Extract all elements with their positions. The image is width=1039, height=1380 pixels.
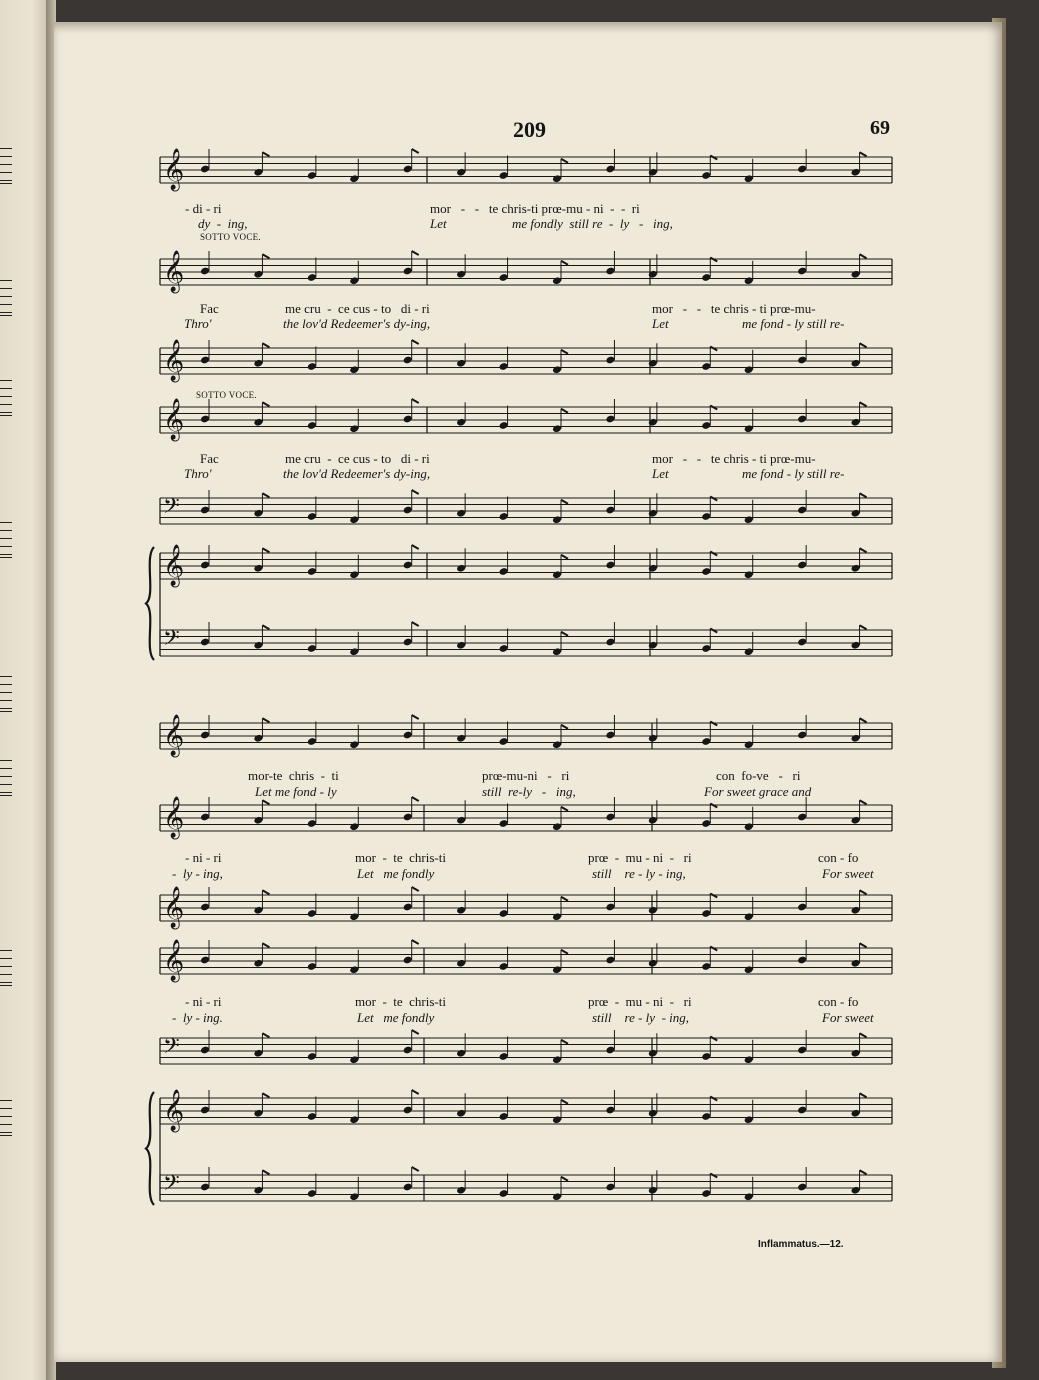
note-flag xyxy=(561,409,568,413)
lyric-english: the lov'd Redeemer's dy-ing, xyxy=(283,316,431,331)
note-flag xyxy=(262,1033,269,1037)
note-flag xyxy=(561,632,568,636)
note-flag xyxy=(412,251,419,255)
lyric-latin: Fac xyxy=(200,301,219,316)
note-flag xyxy=(561,1100,568,1104)
lyric-english: dy - ing, xyxy=(198,216,248,231)
note-flag xyxy=(412,715,419,719)
dynamic-marking: SOTTO VOCE. xyxy=(200,232,261,242)
note-flag xyxy=(561,1040,568,1044)
treble-clef-icon: 𝄞 xyxy=(163,940,185,981)
dynamic-marking: SOTTO VOCE. xyxy=(196,390,257,400)
lyric-latin: prœ - mu - ni - ri xyxy=(588,994,692,1009)
note-flag xyxy=(561,807,568,811)
note-flag xyxy=(561,350,568,354)
note-flag xyxy=(262,402,269,406)
note-flag xyxy=(412,340,419,344)
lyric-latin: prœ - mu - ni - ri xyxy=(588,850,692,865)
treble-clef-icon: 𝄞 xyxy=(163,797,185,838)
lyric-english: For sweet xyxy=(822,1010,874,1025)
note-flag xyxy=(262,800,269,804)
bass-clef-icon: 𝄢 xyxy=(163,1171,180,1201)
lyric-english: Let me fondly xyxy=(357,1010,435,1025)
note-flag xyxy=(262,625,269,629)
note-flag xyxy=(860,152,867,156)
bass-clef-icon: 𝄢 xyxy=(163,626,180,656)
lyric-english: still re-ly - ing, xyxy=(482,784,576,799)
lyric-latin: con - fo xyxy=(818,850,859,865)
lyric-latin: - di - ri xyxy=(185,201,222,216)
lyric-english: Let me fond - ly xyxy=(255,784,337,799)
lyric-latin: mor - te chris-ti xyxy=(355,850,446,865)
lyric-english: Let me fondly xyxy=(357,866,435,881)
lyric-english: Thro' xyxy=(184,466,212,481)
lyric-latin: mor - - te chris - ti prœ-mu- xyxy=(652,301,816,316)
note-flag xyxy=(412,887,419,891)
note-flag xyxy=(262,493,269,497)
note-flag xyxy=(412,490,419,494)
treble-clef-icon: 𝄞 xyxy=(163,251,185,292)
note-flag xyxy=(412,399,419,403)
note-flag xyxy=(860,718,867,722)
note-flag xyxy=(412,1167,419,1171)
note-flag xyxy=(860,1170,867,1174)
note-flag xyxy=(561,1177,568,1181)
treble-clef-icon: 𝄞 xyxy=(163,715,185,756)
note-flag xyxy=(412,622,419,626)
brace xyxy=(146,1092,154,1205)
note-flag xyxy=(860,625,867,629)
lyric-latin: mor - te chris-ti xyxy=(355,994,446,1009)
note-flag xyxy=(561,950,568,954)
bass-clef-icon: 𝄢 xyxy=(163,1034,180,1064)
lyric-english: me fond - ly still re- xyxy=(742,466,845,481)
note-flag xyxy=(860,343,867,347)
lyric-latin: mor - - te chris - ti prœ-mu- xyxy=(652,451,816,466)
lyric-english: me fondly still re - ly - ing, xyxy=(512,216,673,231)
lyric-english: me fond - ly still re- xyxy=(742,316,845,331)
note-flag xyxy=(262,890,269,894)
note-flag xyxy=(561,555,568,559)
treble-clef-icon: 𝄞 xyxy=(163,545,185,586)
lyric-english: still re - ly - ing, xyxy=(592,1010,690,1025)
note-flag xyxy=(262,152,269,156)
lyric-latin: me cru - ce cus - to di - ri xyxy=(285,301,430,316)
note-flag xyxy=(262,718,269,722)
note-flag xyxy=(860,254,867,258)
bass-clef-icon: 𝄢 xyxy=(163,494,180,524)
lyric-latin: con fo-ve - ri xyxy=(716,768,801,783)
lyric-english: Thro' xyxy=(184,316,212,331)
note-flag xyxy=(412,1090,419,1094)
lyric-english: Let xyxy=(652,316,669,331)
note-flag xyxy=(262,343,269,347)
treble-clef-icon: 𝄞 xyxy=(163,1090,185,1131)
lyric-english: - ly - ing, xyxy=(172,866,223,881)
treble-clef-icon: 𝄞 xyxy=(163,887,185,928)
lyric-latin: con - fo xyxy=(818,994,859,1009)
treble-clef-icon: 𝄞 xyxy=(163,399,185,440)
note-flag xyxy=(860,943,867,947)
lyric-english: Let xyxy=(430,216,447,231)
lyric-latin: mor-te chris - ti xyxy=(248,768,339,783)
note-flag xyxy=(860,890,867,894)
note-flag xyxy=(561,159,568,163)
lyric-latin: - ni - ri xyxy=(185,994,222,1009)
note-flag xyxy=(860,548,867,552)
note-flag xyxy=(412,149,419,153)
note-flag xyxy=(412,1030,419,1034)
note-flag xyxy=(860,1033,867,1037)
lyric-latin: prœ-mu-ni - ri xyxy=(482,768,570,783)
note-flag xyxy=(860,402,867,406)
lyric-english: the lov'd Redeemer's dy-ing, xyxy=(283,466,431,481)
note-flag xyxy=(860,1093,867,1097)
note-flag xyxy=(262,1170,269,1174)
note-flag xyxy=(262,943,269,947)
lyric-latin: Fac xyxy=(200,451,219,466)
lyric-english: still re - ly - ing, xyxy=(592,866,686,881)
brace xyxy=(146,547,154,660)
note-flag xyxy=(561,897,568,901)
corner-page-number: 69 xyxy=(870,117,890,139)
note-flag xyxy=(412,545,419,549)
note-flag xyxy=(262,254,269,258)
lyric-latin: mor - - te chris-ti prœ-mu - ni - - ri xyxy=(430,201,640,216)
note-flag xyxy=(262,548,269,552)
note-flag xyxy=(561,261,568,265)
lyric-english: For sweet xyxy=(822,866,874,881)
lyric-english: For sweet grace and xyxy=(704,784,812,799)
lyric-english: - ly - ing. xyxy=(172,1010,223,1025)
note-flag xyxy=(262,1093,269,1097)
note-flag xyxy=(561,500,568,504)
lyric-latin: - ni - ri xyxy=(185,850,222,865)
footer-title: Inflammatus.—12. xyxy=(758,1239,844,1250)
treble-clef-icon: 𝄞 xyxy=(163,340,185,381)
note-flag xyxy=(860,493,867,497)
note-flag xyxy=(412,940,419,944)
note-flag xyxy=(561,725,568,729)
lyric-english: Let xyxy=(652,466,669,481)
lyric-latin: me cru - ce cus - to di - ri xyxy=(285,451,430,466)
note-flag xyxy=(860,800,867,804)
page-number: 209 xyxy=(513,117,546,142)
treble-clef-icon: 𝄞 xyxy=(163,149,185,190)
note-flag xyxy=(412,797,419,801)
